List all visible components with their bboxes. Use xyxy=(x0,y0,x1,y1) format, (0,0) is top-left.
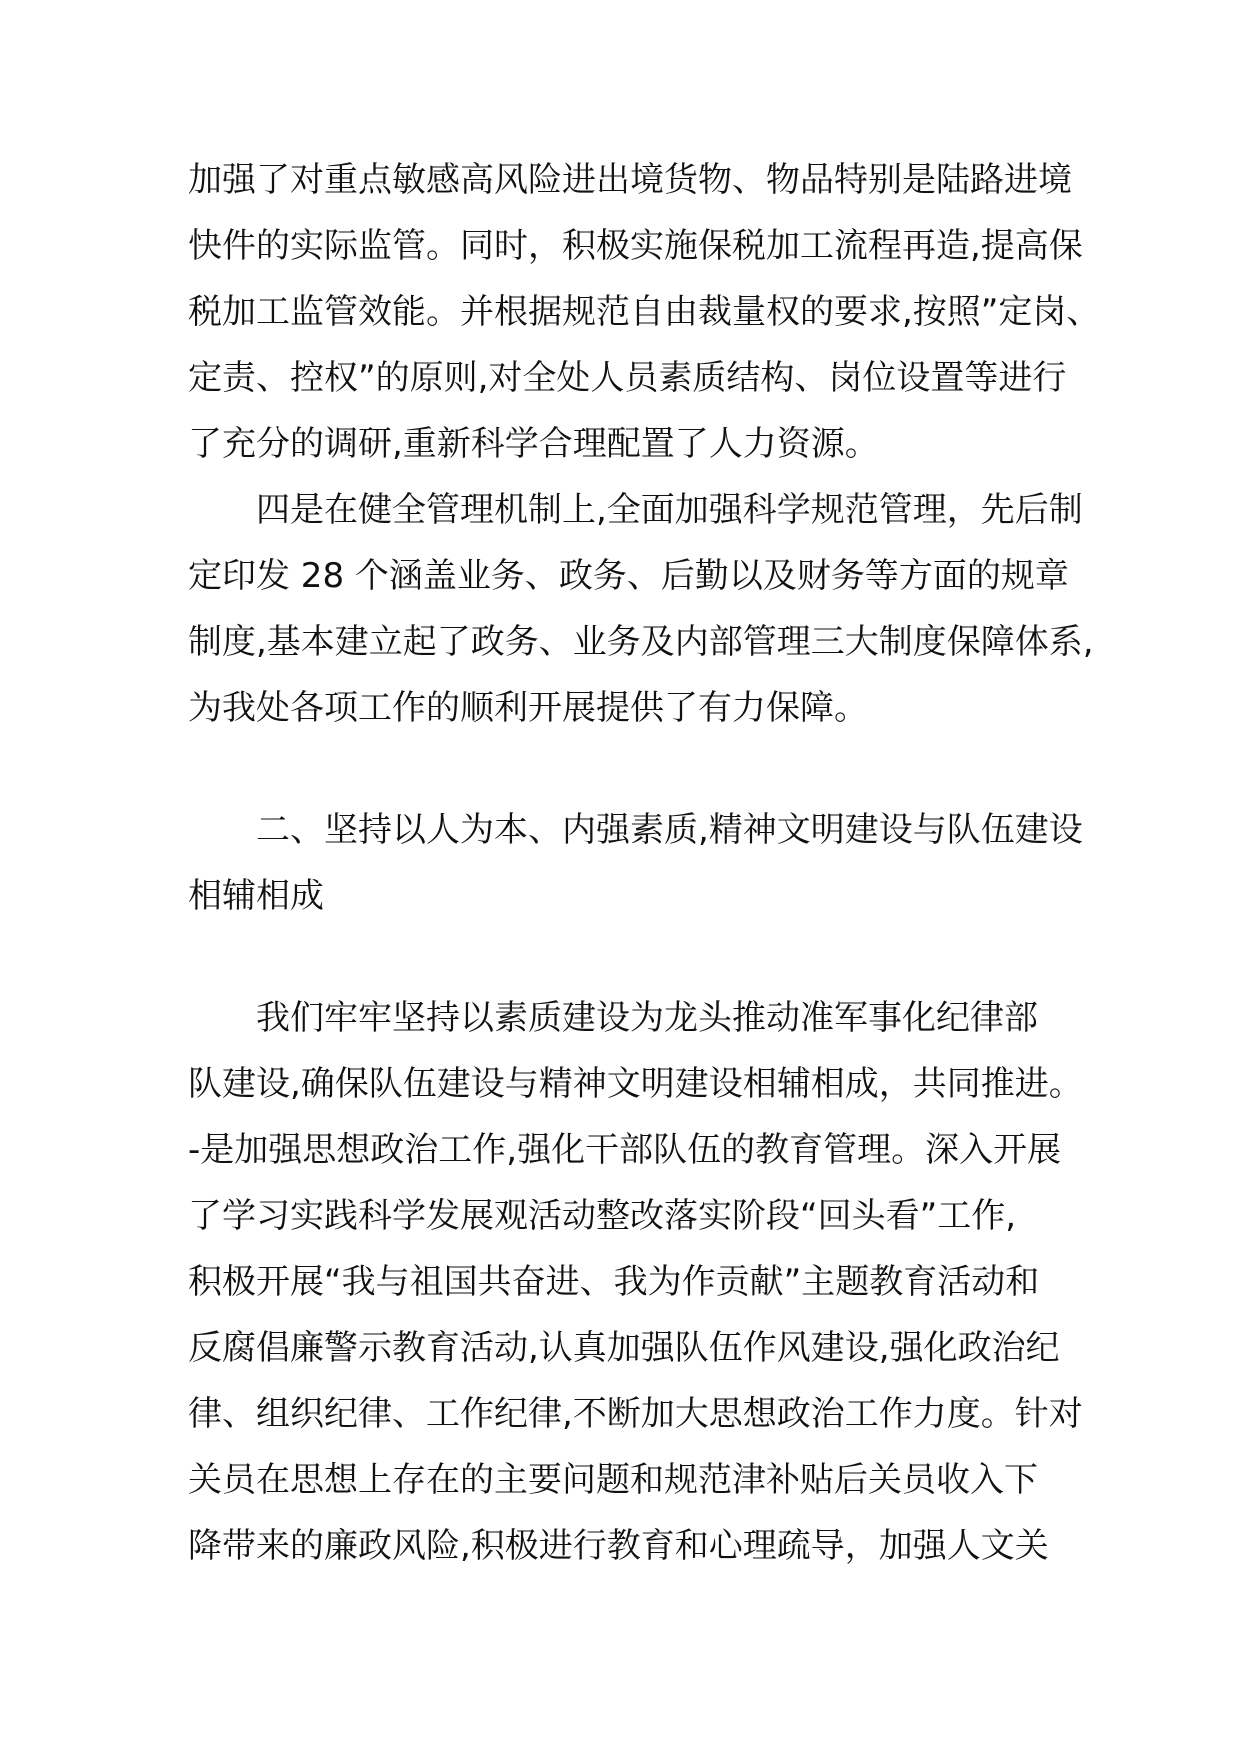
section-heading xyxy=(188,808,1083,940)
text-line: 了充分的调研,重新科学合理配置了人力资源。 xyxy=(188,424,879,464)
heading-line: 相辅相成 xyxy=(188,876,324,916)
heading-line: 二、坚持以人为本、内强素质,精神文明建设与队伍建设 xyxy=(256,810,1083,850)
text-line: 队建设,确保队伍建设与精神文明建设相辅相成，共同推进。 xyxy=(188,1064,1083,1104)
text-line: 加强了对重点敏感高风险进出境货物、物品特别是陆路进境 xyxy=(188,160,1072,200)
text-line: 为我处各项工作的顺利开展提供了有力保障。 xyxy=(188,688,868,728)
paragraph-management-mechanism xyxy=(188,488,1094,752)
spacer xyxy=(188,940,1068,996)
text-line: 积极开展“我与祖国共奋进、我为作贡献”主题教育活动和 xyxy=(188,1262,1040,1302)
text-line: 反腐倡廉警示教育活动,认真加强队伍作风建设,强化政治纪 xyxy=(188,1328,1060,1368)
spacer xyxy=(188,752,1068,808)
document-page xyxy=(188,158,1101,1590)
paragraph-quality-building xyxy=(188,996,1083,1590)
text-line: 律、组织纪律、工作纪律,不断加大思想政治工作力度。针对 xyxy=(188,1394,1083,1434)
text-line: 定印发 28 个涵盖业务、政务、后勤以及财务等方面的规章 xyxy=(188,556,1069,596)
text-line: 四是在健全管理机制上,全面加强科学规范管理，先后制 xyxy=(256,490,1083,530)
text-line: -是加强思想政治工作,强化干部队伍的教育管理。深入开展 xyxy=(188,1130,1062,1170)
text-line: 了学习实践科学发展观活动整改落实阶段“回头看”工作, xyxy=(188,1196,1017,1236)
text-line: 快件的实际监管。同时，积极实施保税加工流程再造,提高保 xyxy=(188,226,1083,266)
text-line: 税加工监管效能。并根据规范自由裁量权的要求,按照”定岗、 xyxy=(188,292,1101,332)
paragraph-continuation xyxy=(188,158,1101,488)
text-line: 关员在思想上存在的主要问题和规范津补贴后关员收入下 xyxy=(188,1460,1038,1500)
text-line: 我们牢牢坚持以素质建设为龙头推动准军事化纪律部 xyxy=(256,998,1038,1038)
text-line: 降带来的廉政风险,积极进行教育和心理疏导，加强人文关 xyxy=(188,1526,1049,1566)
text-line: 定责、控权”的原则,对全处人员素质结构、岗位设置等进行 xyxy=(188,358,1067,398)
text-line: 制度,基本建立起了政务、业务及内部管理三大制度保障体系, xyxy=(188,622,1094,662)
